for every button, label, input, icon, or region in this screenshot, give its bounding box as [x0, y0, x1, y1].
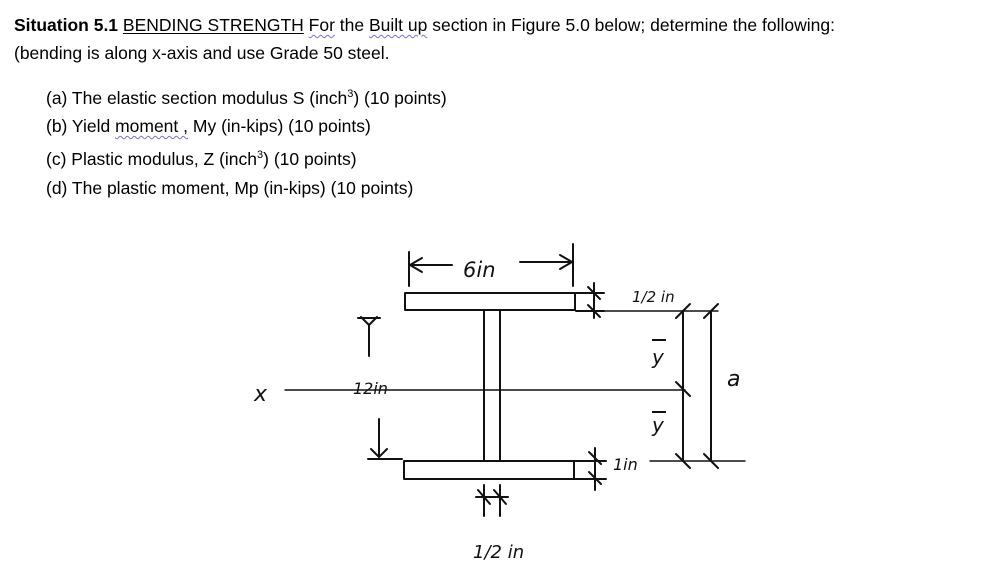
situation-topic: BENDING STRENGTH: [122, 15, 304, 35]
web-thickness-label: 1/2 in: [473, 542, 525, 563]
situation-text-the: the: [339, 15, 365, 35]
question-b-underlined: moment ,: [115, 116, 189, 136]
bottom-flange: [404, 461, 574, 479]
web-depth-label: 12in: [353, 379, 388, 398]
top-flange-dim: [588, 283, 600, 318]
top-flange: [405, 293, 575, 310]
ybar-dim: [676, 304, 690, 468]
web-thickness-dim: [476, 485, 508, 516]
a-dim: [704, 304, 718, 468]
situation-text-rest: section in Figure 5.0 below; determine the following:: [432, 15, 835, 35]
question-a-suffix: ) (10 points): [353, 88, 447, 108]
axis-label: x: [254, 382, 268, 407]
web-depth-arrow-down: [371, 419, 387, 457]
situation-number: Situation 5.1: [14, 15, 119, 35]
situation-text-builtup: Built up: [368, 15, 428, 35]
flange-width-arrow-left: [410, 258, 452, 272]
question-a-text: (a) The elastic section modulus S (inch: [46, 88, 348, 108]
header-line-2: (bending is along x-axis and use Grade 50 steel.: [14, 43, 390, 63]
web-depth-arrow-up: [361, 317, 377, 356]
bottom-flange-label: 1in: [613, 455, 638, 474]
bottom-flange-dim: [589, 448, 601, 490]
ybar-top-label: y: [652, 345, 664, 369]
question-c-sup: 3: [257, 149, 264, 161]
question-b-text: (b) Yield: [46, 116, 116, 136]
flange-width-label: 6in: [463, 258, 496, 282]
question-b-suffix: My (in-kips) (10 points): [188, 116, 371, 136]
question-c-text: (c) Plastic modulus, Z (inch: [46, 149, 258, 169]
total-label: a: [727, 367, 741, 392]
top-flange-label: 1/2 in: [632, 288, 675, 306]
flange-width-arrow-right: [520, 255, 572, 269]
ybar-bottom-label: y: [652, 413, 664, 437]
question-c-suffix: ) (10 points): [263, 149, 357, 169]
question-d-text: (d) The plastic moment, Mp (in-kips) (10 points): [46, 178, 414, 198]
question-a-sup: 3: [347, 88, 354, 100]
situation-text-for: For: [308, 15, 335, 35]
